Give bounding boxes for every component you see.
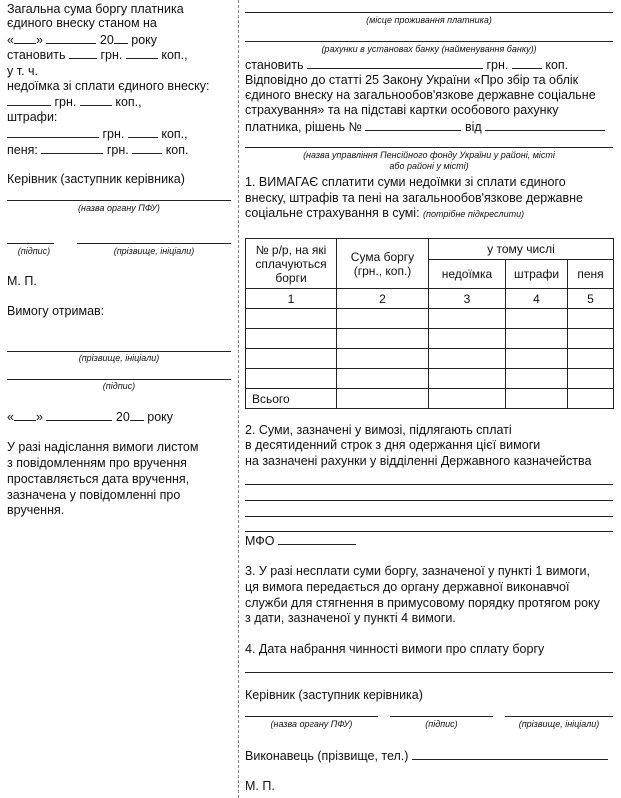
receipt-date-line: « » 20 року: [7, 410, 174, 424]
table-cell[interactable]: [337, 369, 429, 389]
executor-field[interactable]: [412, 748, 608, 760]
fines-amount-line: грн. коп.,: [7, 126, 188, 142]
col-number: 5: [568, 289, 614, 309]
pfu-caption-line1: (назва управління Пенсійного фонду України у районі, місті: [303, 150, 555, 160]
pfu-office-line[interactable]: [245, 147, 613, 148]
table-cell[interactable]: [429, 329, 506, 349]
amount-kop-field-right[interactable]: [512, 57, 542, 69]
mail-note-line3: проставляється дата вручення,: [7, 472, 190, 486]
organ-line-right[interactable]: [245, 716, 378, 717]
p2-line2: в десятиденний строк з дня одержання цієї вимоги: [245, 438, 541, 452]
table-cell[interactable]: [429, 309, 506, 329]
p3-line3: служби для стягнення в примусовому порядку протягом року: [245, 596, 600, 610]
decision-number-field[interactable]: [365, 119, 461, 131]
mail-note-line1: У разі надіслання вимоги листом: [7, 440, 199, 454]
th-accounts: № р/р, на які сплачуються борги: [246, 239, 337, 289]
residence-caption: (місце проживання платника): [366, 15, 492, 25]
th-including: у тому числі: [429, 239, 614, 260]
received-label: Вимогу отримав:: [7, 304, 105, 318]
bank-line[interactable]: [245, 41, 613, 42]
sign-line-right[interactable]: [390, 716, 493, 717]
table-cell[interactable]: [246, 369, 337, 389]
treasury-account-line4[interactable]: [245, 531, 613, 532]
table-cell[interactable]: [506, 369, 568, 389]
name-line-left[interactable]: [77, 243, 231, 244]
p2-line1: 2. Суми, зазначені у вимозі, підлягають сплаті: [245, 423, 512, 437]
table-cell[interactable]: [568, 389, 614, 409]
organ-caption-right: (назва органу ПФУ): [270, 719, 353, 729]
law-line3: страхування» та на підставі картки особового рахунку: [245, 103, 559, 117]
p3-line4: з дати, зазначеної у пункті 4 вимоги.: [245, 611, 456, 625]
table-cell[interactable]: [568, 369, 614, 389]
head-label-right: Керівник (заступник керівника): [245, 688, 423, 702]
penalty-grn-field[interactable]: [41, 142, 103, 154]
p2-line3: на зазначені рахунки у відділенні Державного казначейства: [245, 454, 592, 468]
th-penalty: пеня: [568, 260, 614, 289]
name-caption-left: (прізвище, ініціали): [113, 246, 195, 256]
table-row-numbers: [246, 289, 614, 309]
p1-line3: соціальне страхування в сумі: (потрібне підкреслити): [245, 206, 525, 220]
amount-line-right: становить грн. коп.: [245, 58, 569, 72]
sign-caption-left: (підпис): [17, 246, 51, 256]
th-fines: штрафи: [506, 260, 568, 289]
receiver-name-line[interactable]: [7, 351, 231, 352]
residence-line[interactable]: [245, 12, 613, 13]
pfu-caption-line2: або районі у місті): [389, 161, 469, 171]
table-row: [246, 349, 614, 369]
table-cell[interactable]: [506, 349, 568, 369]
treasury-account-line3[interactable]: [245, 516, 613, 517]
including-label: у т. ч.: [7, 64, 38, 78]
col-number: 3: [429, 289, 506, 309]
head-label-left: Керівник (заступник керівника): [7, 172, 185, 186]
total-amount-line: становить грн. коп.,: [7, 48, 188, 62]
receiver-name-caption: (прізвище, ініціали): [78, 353, 160, 363]
receipt-year-field[interactable]: [130, 409, 144, 421]
name-caption-right: (прізвище, ініціали): [518, 719, 600, 729]
table-cell[interactable]: [337, 329, 429, 349]
col-number: 1: [246, 289, 337, 309]
th-debt-sum: Сума боргу (грн., коп.): [337, 239, 429, 289]
treasury-account-line1[interactable]: [245, 484, 613, 485]
table-row: [246, 309, 614, 329]
table-cell[interactable]: [337, 349, 429, 369]
stamp-place-right: М. П.: [245, 779, 275, 793]
col-number: 4: [506, 289, 568, 309]
table-row: [246, 369, 614, 389]
effective-date-line[interactable]: [245, 672, 613, 673]
mail-note-line2: з повідомленням про вручення: [7, 456, 187, 470]
table-cell[interactable]: [337, 309, 429, 329]
fines-label: штрафи:: [7, 110, 58, 124]
arrears-label: недоїмка зі сплати єдиного внеску:: [7, 79, 210, 93]
mfo-field[interactable]: [278, 533, 356, 545]
debt-total-line1: Загальна сума боргу платника: [7, 2, 184, 16]
table-cell[interactable]: [429, 369, 506, 389]
penalty-kop-field[interactable]: [132, 142, 162, 154]
table-cell[interactable]: [246, 329, 337, 349]
arrears-amount-line: грн. коп.,: [7, 94, 142, 110]
mail-note-line4: зазначена у повідомленні про: [7, 488, 181, 502]
p1-line1: 1. ВИМАГАЄ сплатити суми недоїмки зі сплати єдиного: [245, 175, 566, 189]
table-cell[interactable]: [506, 389, 568, 409]
table-cell[interactable]: [246, 349, 337, 369]
organ-caption-left: (назва органу ПФУ): [78, 203, 160, 213]
p3-line1: 3. У разі несплати суми боргу, зазначеної у пункті 1 вимоги,: [245, 564, 591, 578]
receipt-month-field[interactable]: [46, 409, 112, 421]
table-total-row: [246, 389, 614, 409]
treasury-account-line2[interactable]: [245, 500, 613, 501]
table-cell[interactable]: [506, 309, 568, 329]
name-line-right[interactable]: [505, 716, 613, 717]
fines-kop-field[interactable]: [128, 126, 158, 138]
day-field[interactable]: [14, 32, 36, 44]
fines-grn-field[interactable]: [7, 126, 99, 138]
table-cell[interactable]: [429, 349, 506, 369]
column-divider: [238, 0, 239, 798]
law-line4: платника, рішень № від: [245, 119, 605, 135]
col-number: 2: [337, 289, 429, 309]
table-cell[interactable]: [568, 329, 614, 349]
mail-note-line5: вручення.: [7, 503, 65, 517]
table-cell[interactable]: [506, 329, 568, 349]
table-row: [246, 329, 614, 349]
table-cell[interactable]: [568, 309, 614, 329]
amount-grn-field-right[interactable]: [307, 57, 483, 69]
debt-total-line2: єдиного внеску станом на: [7, 16, 157, 30]
total-grn-field[interactable]: [69, 47, 97, 59]
debt-table: [245, 238, 614, 409]
table-cell[interactable]: [568, 349, 614, 369]
table-cell[interactable]: [337, 389, 429, 409]
executor-line: Виконавець (прізвище, тел.): [245, 748, 608, 764]
receiver-sign-line[interactable]: [7, 379, 231, 380]
table-cell[interactable]: [429, 389, 506, 409]
month-field[interactable]: [46, 32, 96, 44]
year-field[interactable]: [114, 32, 128, 44]
arrears-kop-field[interactable]: [80, 94, 112, 106]
total-kop-field[interactable]: [126, 47, 158, 59]
sign-caption-right: (підпис): [425, 719, 458, 729]
date-line: « » 20 року: [7, 33, 158, 47]
organ-line-left[interactable]: [7, 200, 231, 201]
table-cell[interactable]: [246, 309, 337, 329]
decision-date-field[interactable]: [485, 119, 605, 131]
total-label: Всього: [246, 389, 337, 409]
law-line2: єдиного внеску на загальнообов'язкове державне соціальне: [245, 88, 596, 102]
receipt-day-field[interactable]: [14, 409, 36, 421]
p4-label: 4. Дата набрання чинності вимоги про сплату боргу: [245, 642, 545, 656]
p1-line2: внеску, штрафів та пені на загальнообов'язкове державне: [245, 191, 584, 205]
p3-line2: ця вимога передається до органу державної виконавчої: [245, 580, 570, 594]
th-arrears: недоїмка: [429, 260, 506, 289]
bank-caption: (рахунки в установах банку (найменування банку)): [321, 44, 537, 54]
stamp-place-left: М. П.: [7, 274, 37, 288]
penalty-amount-line: пеня: грн. коп.: [7, 143, 189, 157]
mfo-line: МФО: [245, 533, 356, 549]
arrears-grn-field[interactable]: [7, 94, 51, 106]
law-line1: Відповідно до статті 25 Закону України «Про збір та облік: [245, 73, 579, 87]
sign-line-left[interactable]: [7, 243, 54, 244]
p1-note: (потрібне підкреслити): [423, 209, 525, 219]
receiver-sign-caption: (підпис): [102, 381, 136, 391]
